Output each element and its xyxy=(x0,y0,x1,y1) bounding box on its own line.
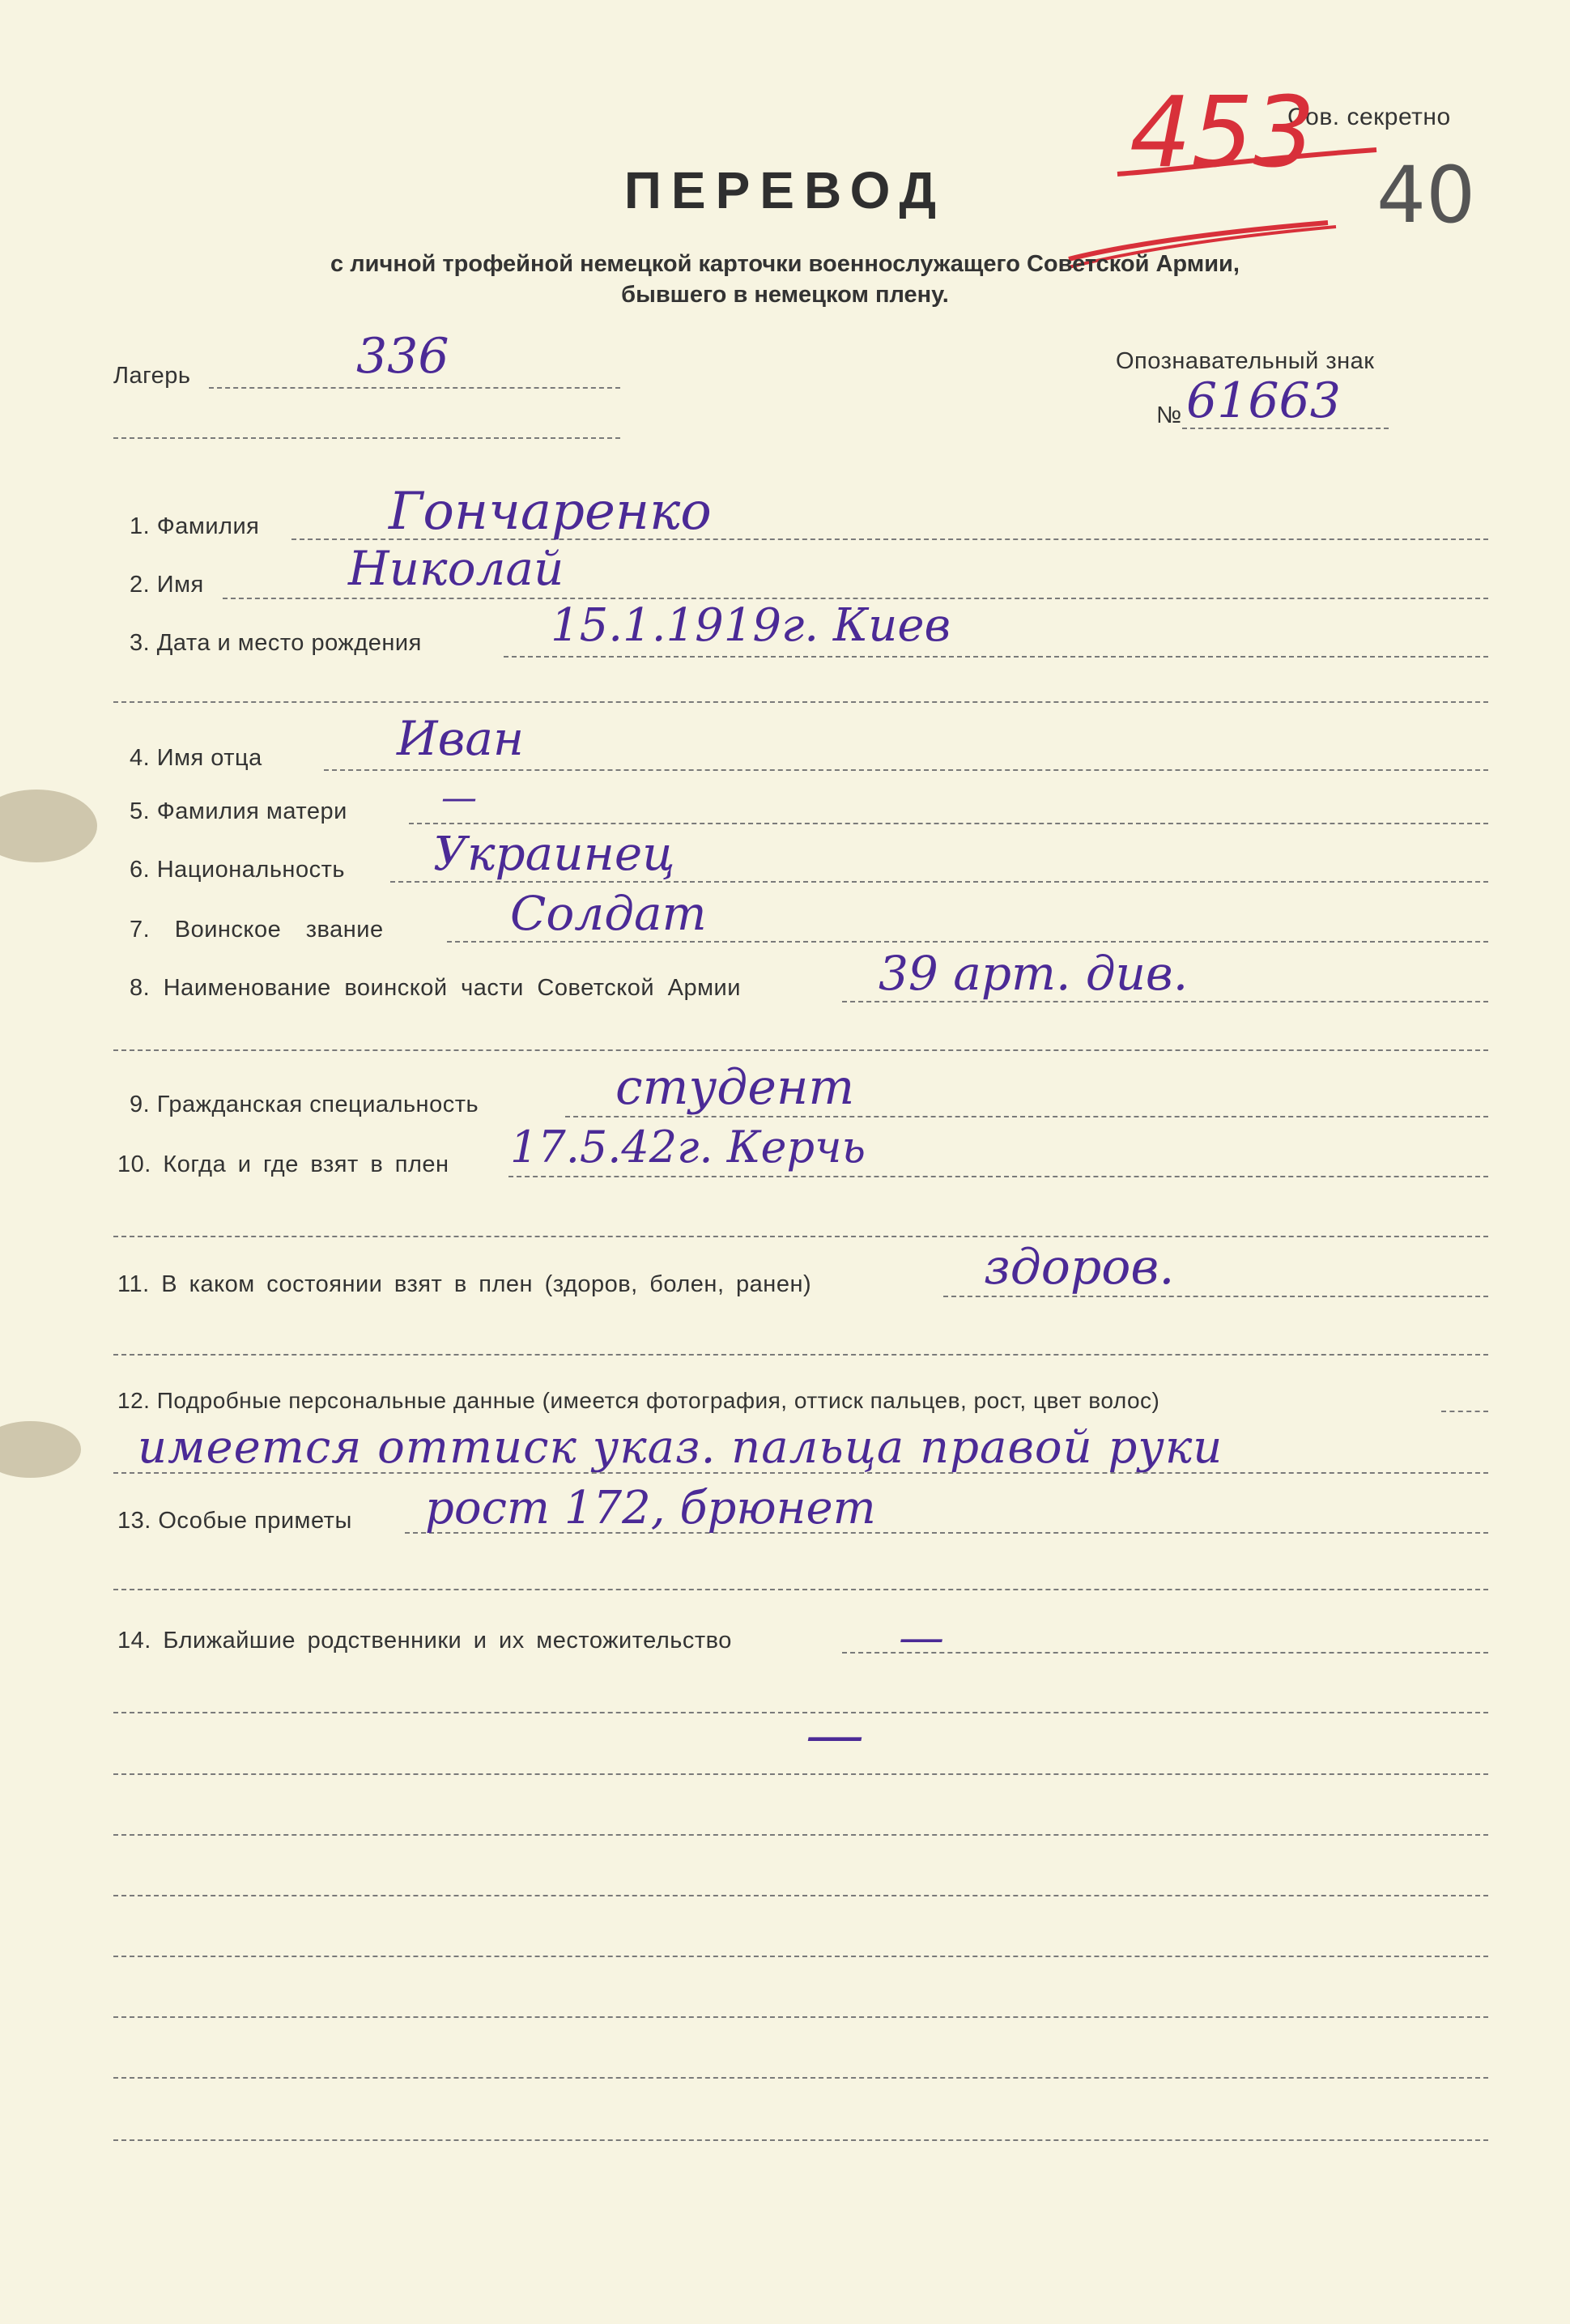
field-13-underline-2 xyxy=(113,1589,1488,1590)
field-11-underline-2 xyxy=(113,1354,1488,1356)
field-6-underline xyxy=(390,881,1488,883)
field-11-underline xyxy=(943,1296,1488,1297)
field-1-label: 1. Фамилия xyxy=(130,513,260,539)
field-4-value: Иван xyxy=(397,711,525,766)
subtitle-line-2: бывшего в немецком плену. xyxy=(621,282,949,308)
blank-line-7 xyxy=(113,2077,1488,2079)
field-12-label: 12. Подробные персональные данные (имеется фотография, оттиск пальцев, рост, цвет волос) xyxy=(117,1388,1160,1413)
camp-label: Лагерь xyxy=(113,363,191,389)
red-pencil-number: 453 xyxy=(1130,77,1316,189)
pencil-number: 40 xyxy=(1376,150,1476,240)
extra-dash: — xyxy=(806,1700,864,1769)
camp-underline xyxy=(209,387,620,389)
field-10-underline-2 xyxy=(113,1236,1488,1237)
field-4-label: 4. Имя отца xyxy=(130,745,262,771)
blank-line-4 xyxy=(113,1895,1488,1896)
field-5-underline xyxy=(409,823,1488,824)
field-13-label: 13. Особые приметы xyxy=(117,1508,352,1534)
torn-hole-lower xyxy=(0,1421,81,1478)
field-5-label: 5. Фамилия матери xyxy=(130,798,347,824)
blank-line-8 xyxy=(113,2139,1488,2141)
secret-stamp: Сов. секретно xyxy=(1287,104,1451,130)
field-12-value: имеется оттиск указ. пальца правой руки xyxy=(138,1421,1223,1474)
field-14-label: 14. Ближайшие родственники и их местожительство xyxy=(117,1628,732,1654)
field-2-value: Николай xyxy=(348,541,564,596)
field-3-underline xyxy=(504,656,1488,658)
field-3-label: 3. Дата и место рождения xyxy=(130,630,422,656)
blank-line-2 xyxy=(113,1773,1488,1775)
field-1-value: Гончаренко xyxy=(389,482,712,542)
field-12-underline xyxy=(1441,1411,1488,1412)
field-10-value: 17.5.42г. Керчь xyxy=(510,1122,866,1173)
id-mark-prefix: № xyxy=(1156,402,1182,428)
field-6-label: 6. Национальность xyxy=(130,857,345,883)
blank-line-3 xyxy=(113,1834,1488,1836)
blank-line-6 xyxy=(113,2016,1488,2018)
torn-hole-upper xyxy=(0,790,97,862)
field-7-label: 7. Воинское звание xyxy=(130,917,384,943)
field-11-label: 11. В каком состоянии взят в плен (здоров, болен, ранен) xyxy=(117,1271,812,1297)
field-2-label: 2. Имя xyxy=(130,572,204,598)
field-9-value: студент xyxy=(615,1059,855,1116)
field-7-underline xyxy=(447,941,1488,943)
field-5-value: — xyxy=(441,777,477,819)
field-4-underline xyxy=(324,769,1488,771)
page-title: ПЕРЕВОД xyxy=(623,161,947,219)
field-9-label: 9. Гражданская специальность xyxy=(130,1092,479,1117)
id-mark-value: 61663 xyxy=(1186,372,1341,429)
field-11-value: здоров. xyxy=(984,1239,1175,1296)
field-12-underline-2 xyxy=(113,1472,1488,1474)
subtitle-line-1: с личной трофейной немецкой карточки военнослужащего Советской Армии, xyxy=(330,251,1240,277)
field-14-value: — xyxy=(899,1611,944,1664)
field-8-underline-2 xyxy=(113,1049,1488,1051)
camp-underline-2 xyxy=(113,437,620,439)
blank-line-5 xyxy=(113,1956,1488,1957)
field-8-label: 8. Наименование воинской части Советской Армии xyxy=(130,975,741,1001)
field-3-value: 15.1.1919г. Киев xyxy=(551,599,951,652)
id-mark-label: Опознавательный знак xyxy=(1116,348,1375,374)
field-9-underline xyxy=(565,1116,1488,1117)
field-10-underline xyxy=(508,1176,1488,1177)
field-8-underline xyxy=(842,1001,1488,1002)
field-8-value: 39 арт. див. xyxy=(879,946,1189,1001)
field-10-label: 10. Когда и где взят в плен xyxy=(117,1151,449,1177)
field-3-underline-2 xyxy=(113,701,1488,703)
field-6-value: Украинец xyxy=(433,826,675,881)
blank-line-1 xyxy=(113,1712,1488,1713)
field-13-value: рост 172, брюнет xyxy=(425,1482,876,1534)
camp-value: 336 xyxy=(356,328,449,385)
field-7-value: Солдат xyxy=(510,886,707,941)
